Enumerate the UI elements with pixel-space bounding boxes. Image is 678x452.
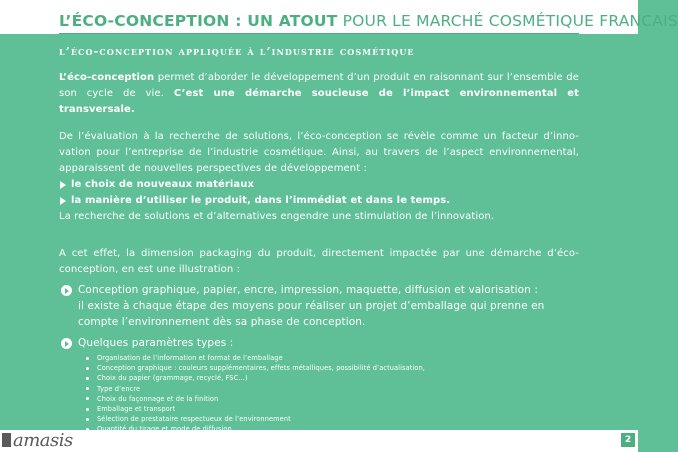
page-header-title [59, 12, 678, 30]
list-item-label: Organisation de l’information et format de l’emballage [97, 354, 283, 362]
logo-text: amasis [13, 430, 73, 451]
list-item-label: Sélection de prestataire respectueux de l’environnement [97, 415, 291, 424]
header-divider [59, 33, 579, 34]
section-title: l’éco-conception appliquée à l’industrie cosmétique [59, 44, 415, 58]
list-item-label: Emballage et transport [97, 405, 176, 414]
list-item-label: Choix du papier (grammage, recyclé, FSC…) [97, 374, 248, 383]
perspective-item-label: le choix de nouveaux matériaux [71, 179, 255, 190]
perspective-item [59, 177, 579, 193]
header-title-bold: L’ÉCO-CONCEPTION : UN ATOUT [59, 12, 338, 30]
list-item [86, 404, 579, 414]
circle-arrow-icon [61, 338, 72, 349]
list-item-label: Conception graphique : couleurs supplémentaires, effets métalliques, possibilité d’actualisation, [97, 364, 425, 373]
intro-paragraph [59, 70, 579, 118]
list-item-label: Choix du façonnage et de la finition [97, 394, 219, 403]
main-content [59, 70, 579, 435]
perspective-item [59, 193, 579, 209]
list-item [86, 414, 579, 424]
list-item [86, 363, 579, 373]
packaging-paragraph: A cet effet, la dimension packaging du produit, directement impactée par une démarche d’éco-conception, en est une illustration : [59, 248, 579, 275]
list-item [86, 394, 579, 404]
arrow-right-icon [60, 197, 66, 205]
bullet-parameters [59, 335, 579, 351]
bullet-design-body: il existe à chaque étape des moyens pour réaliser un projet d’emballage qui prenne en compte l’environnement dès sa phase de conception. [78, 300, 545, 328]
list-item [86, 353, 579, 363]
bullet-design [59, 282, 579, 330]
perspective-item-label: la manière d’utiliser le produit, dans l’immédiat et dans le temps. [71, 195, 451, 206]
intro-emphasis: C’est une démarche soucieuse de l’impact environnemental et transversale. [59, 88, 579, 115]
list-item [86, 373, 579, 383]
bullet-parameters-title: Quelques paramètres types : [78, 337, 234, 349]
innovation-closing: La recherche de solutions et d’alternatives engendre une stimulation de l’innovation. [59, 211, 495, 222]
circle-arrow-icon [61, 285, 72, 296]
page-number: 2 [621, 433, 635, 447]
company-logo [2, 430, 73, 451]
list-item-label: Type d’encre [97, 384, 141, 393]
parameters-list [86, 353, 579, 435]
header-title-light: POUR LE MARCHÉ COSMÉTIQUE FRANCAIS [337, 12, 678, 30]
footer-bar [0, 430, 638, 452]
bullet-design-title: Conception graphique, papier, encre, impression, maquette, diffusion et valorisation : [78, 284, 538, 296]
innovation-paragraph: De l’évaluation à la recherche de solutions, l’éco-conception se révèle comme un facteur d’inno-vation pour l’entreprise de l’industrie cosmétique. Ainsi, au travers de l’aspect environnemental, apparaissent de nouvelles perspectives de développement : [59, 131, 579, 174]
intro-term: L’éco-conception [59, 72, 155, 83]
logo-mark-icon [2, 433, 11, 447]
intro-text: permet d’aborder le développement d’un produit en raisonnant sur l’ensemble de son cycle de vie. [59, 72, 579, 99]
list-item [86, 384, 579, 394]
arrow-right-icon [60, 181, 66, 189]
